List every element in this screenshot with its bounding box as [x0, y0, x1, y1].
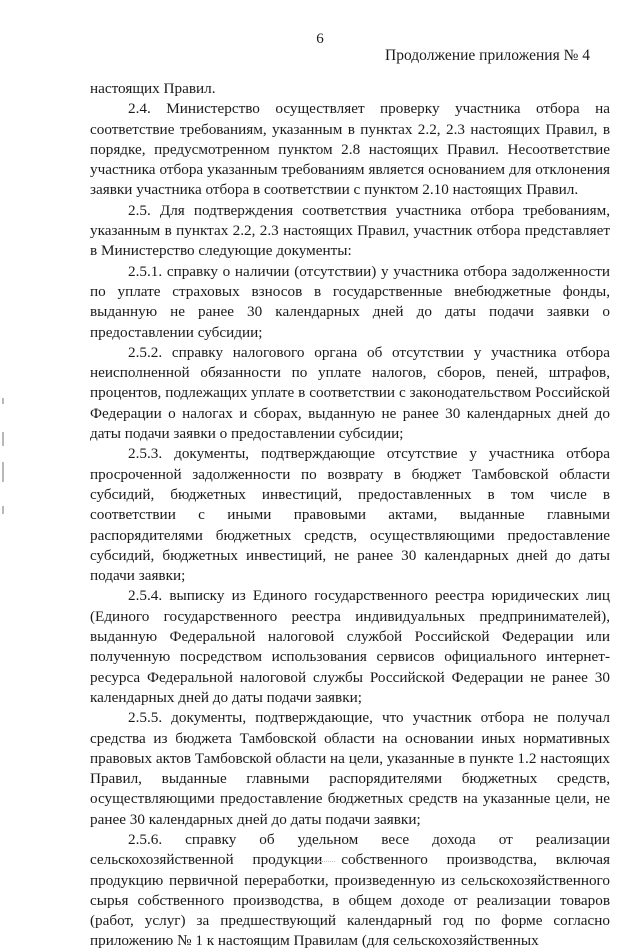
scan-artifact-mark: [2, 462, 4, 482]
paragraph-2-5: 2.5. Для подтверждения соответствия участника отбора требованиям, указанным в пунктах 2.2, 2.3 настоящих Правил, участник отбора представляет в Министерство следующие документы:: [90, 201, 610, 260]
paragraph-2-5-3: 2.5.3. документы, подтверждающие отсутствие у участника отбора просроченной задолженности по возврату в бюджет Тамбовской области субсидий, бюджетных инвестиций, предоставленных в том числе в соответствии с иными правовыми актами, выданные главными распорядителями бюджетных средств, осуществляющими предоставление субсидий, бюджетных инвестиций, не ранее 30 календарных дней до даты подачи заявки;: [90, 445, 610, 585]
paragraph-2-5-6: 2.5.6. справку об удельном весе дохода от реализации сельскохозяйственной продукции собственного производства, включая продукцию первичной переработки, произведенную из сельскохозяйственного сырья собственного производства, в общем доходе от реализации товаров (работ, услуг) за предшествующий календарный год по форме согласно приложению № 1 к настоящим Правилам (для сельскохозяйственных: [90, 830, 610, 950]
paragraph-2-5-1: 2.5.1. справку о наличии (отсутствии) у участника отбора задолженности по уплате страховых взносов в государственные внебюджетные фонды, выданную не ранее 30 календарных дней до даты подачи заявки о предоставлении субсидии;: [90, 262, 610, 341]
scan-artifact-mark: [2, 432, 4, 446]
scan-artifact-mark: [2, 506, 4, 514]
paragraph-2-5-2: 2.5.2. справку налогового органа об отсутствии у участника отбора неисполненной обязанности по уплате налогов, сборов, пеней, штрафов, процентов, подлежащих уплате в соответствии с законодательством Российской Федерации о налогах и сборах, выданную не ранее 30 календарных дней до даты подачи заявки о предоставлении субсидии;: [90, 343, 610, 443]
scan-artifact-mark: [2, 398, 4, 404]
page-number: 6: [316, 31, 324, 47]
paragraph-2-5-4: 2.5.4. выписку из Единого государственного реестра юридических лиц (Единого государственного реестра индивидуальных предпринимателей), выданную Федеральной налоговой службой Российской Федерации или полученную посредством использования сервисов официального интернет-ресурса Федеральной налоговой службы Российской Федерации не ранее 30 календарных дней до даты подачи заявки;: [90, 587, 610, 706]
scan-artifact-dots: [305, 861, 335, 864]
paragraph-2-4: 2.4. Министерство осуществляет проверку участника отбора на соответствие требованиям, указанным в пунктах 2.2, 2.3 настоящих Правил, в порядке, предусмотренном пунктом 2.8 настоящих Правил. Несоответствие участника отбора указанным требованиям является основанием для отклонения заявки участника отбора в соответствии с пунктом 2.10 настоящих Правил.: [90, 100, 610, 199]
paragraph-2-5-5: 2.5.5. документы, подтверждающие, что участник отбора не получал средства из бюджета Тамбовской области на основании иных нормативных правовых актов Тамбовской области на цели, указанные в пункте 1.2 настоящих Правил, выданные главными распорядителями бюджетных средств, осуществляющими предоставление бюджетных средств на указанные цели, не ранее 30 календарных дней до даты подачи заявки;: [90, 709, 610, 828]
document-body: [90, 79, 610, 952]
paragraph-continuation: настоящих Правил.: [90, 80, 216, 97]
appendix-continuation-note: Продолжение приложения № 4: [385, 47, 590, 64]
